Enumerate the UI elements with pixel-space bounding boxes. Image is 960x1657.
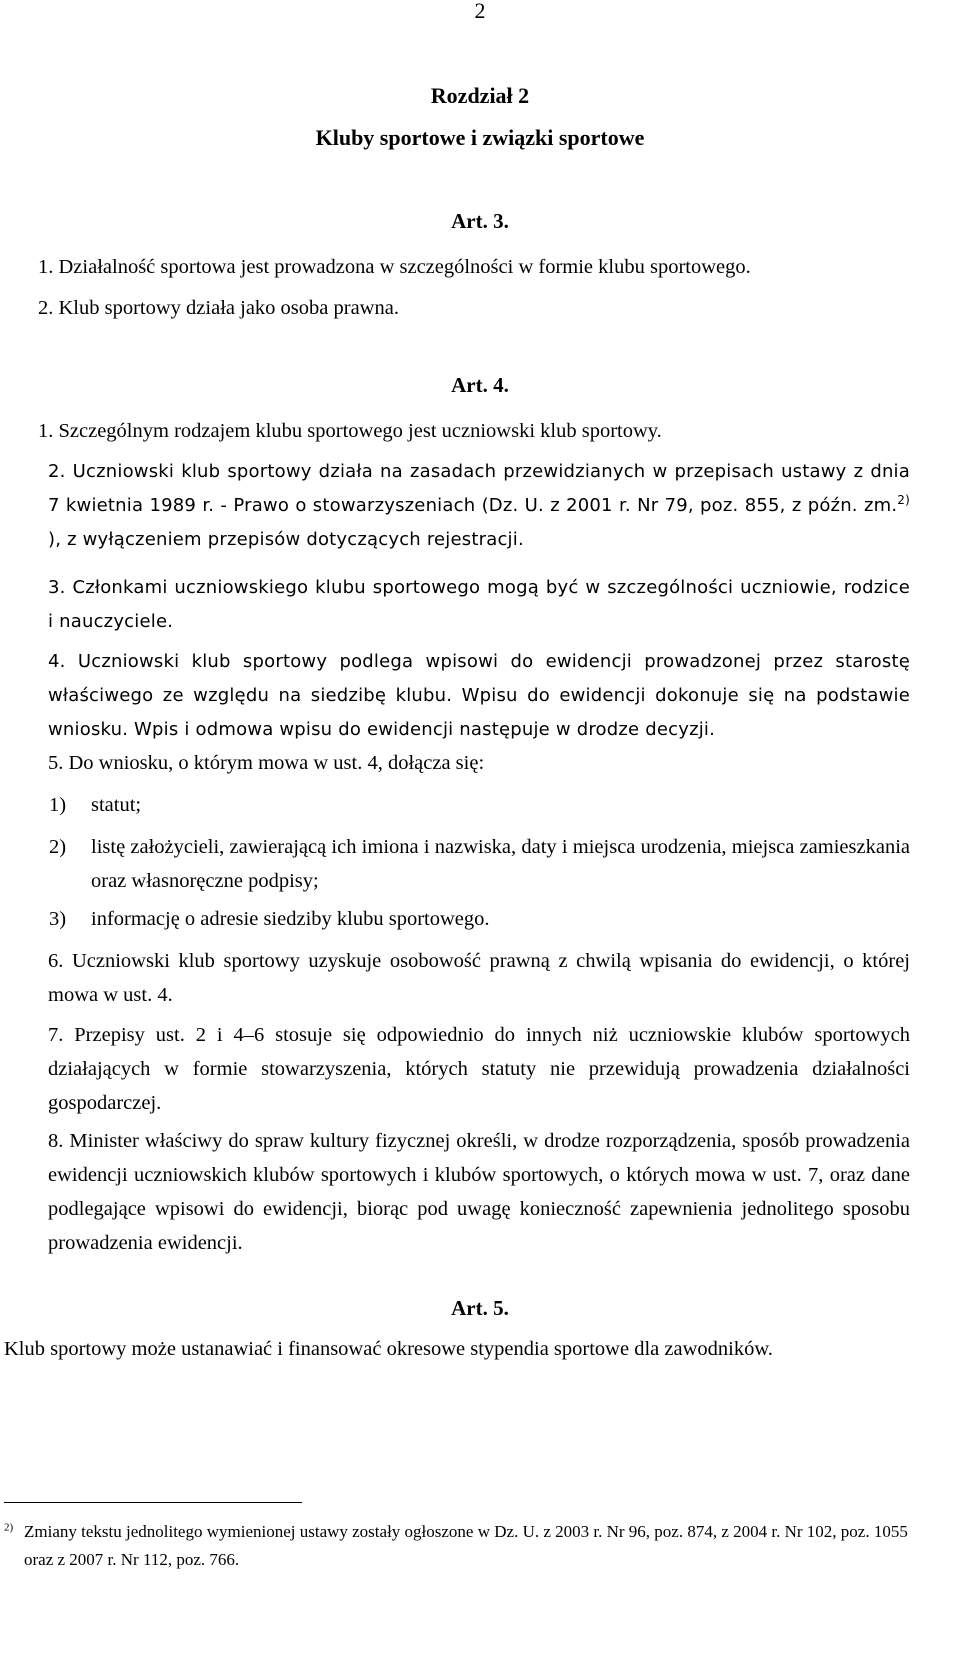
- art4-title: Art. 4.: [451, 373, 509, 397]
- art4-para-2: [48, 455, 910, 557]
- art4-para-5: 5. Do wniosku, o którym mowa w ust. 4, dołącza się:: [48, 752, 485, 774]
- footnote-separator: [4, 1502, 302, 1503]
- list-item-text: informację o adresie siedziby klubu sportowego.: [91, 908, 490, 930]
- art4-para-8: 8. Minister właściwy do spraw kultury fizycznej określi, w drodze rozporządzenia, sposób prowadzenia ewidencji uczniowskich klubów sportowych i klubów sportowych, o których mowa w ust. 7, oraz dane podlegające wpisowi do ewidencji, biorąc pod uwagę konieczność zapewnienia jednolitego sposobu prowadzenia ewidencji.: [48, 1130, 910, 1254]
- footnote-ref: 2): [897, 493, 910, 507]
- list-item-number: 3): [49, 908, 67, 930]
- art4-para-2-tail: ), z wyłączeniem przepisów dotyczących rejestracji.: [48, 529, 524, 550]
- art5-para-1: Klub sportowy może ustanawiać i finansować okresowe stypendia sportowe dla zawodników.: [4, 1338, 773, 1360]
- art4-para-7: 7. Przepisy ust. 2 i 4–6 stosuje się odpowiednio do innych niż uczniowskie klubów sportowych działających w formie stowarzyszenia, których statuty nie przewidują prowadzenia działalności gospodarczej.: [48, 1024, 910, 1114]
- list-item-number: 1): [49, 794, 67, 816]
- art3-para-1: 1. Działalność sportowa jest prowadzona w szczególności w formie klubu sportowego.: [38, 256, 751, 278]
- art3-para-2: 2. Klub sportowy działa jako osoba prawna.: [38, 297, 399, 319]
- chapter-title: Kluby sportowe i związki sportowe: [315, 125, 645, 150]
- footnote-marker: 2): [4, 1521, 14, 1534]
- art4-para-4: 4. Uczniowski klub sportowy podlega wpisowi do ewidencji prowadzonej przez starostę właściwego ze względu na siedzibę klubu. Wpisu do ewidencji dokonuje się na podstawie wniosku. Wpis i odmowa wpisu do ewidencji następuje w drodze decyzji.: [48, 651, 910, 740]
- page-number: 2: [474, 0, 486, 23]
- art4-para-6: 6. Uczniowski klub sportowy uzyskuje osobowość prawną z chwilą wpisania do ewidencji, o której mowa w ust. 4.: [48, 950, 910, 1006]
- art5-title: Art. 5.: [451, 1296, 509, 1320]
- art4-list-item-3: [49, 902, 910, 936]
- art3-title: Art. 3.: [451, 209, 509, 233]
- art4-list-item-1: [49, 788, 910, 822]
- art4-para-2-text: 2. Uczniowski klub sportowy działa na zasadach przewidzianych w przepisach ustawy z dnia 7 kwietnia 1989 r. - Prawo o stowarzyszeniach (Dz. U. z 2001 r. Nr 79, poz. 855, z późn. zm.: [48, 461, 910, 516]
- chapter-number: Rozdział 2: [430, 83, 530, 108]
- footnote: [4, 1518, 909, 1569]
- footnote-text: Zmiany tekstu jednolitego wymienionej ustawy zostały ogłoszone w Dz. U. z 2003 r. Nr 96, poz. 874, z 2004 r. Nr 102, poz. 1055 oraz z 2007 r. Nr 112, poz. 766.: [24, 1522, 908, 1569]
- art4-para-3: 3. Członkami uczniowskiego klubu sportowego mogą być w szczególności uczniowie, rodzice i nauczyciele.: [48, 577, 910, 632]
- list-item-text: listę założycieli, zawierającą ich imiona i nazwiska, daty i miejsca urodzenia, miejsca zamieszkania oraz własnoręczne podpisy;: [91, 836, 910, 892]
- art4-list-item-2: [49, 830, 910, 898]
- list-item-number: 2): [49, 836, 67, 858]
- list-item-text: statut;: [91, 794, 142, 816]
- art4-para-1: 1. Szczególnym rodzajem klubu sportowego jest uczniowski klub sportowy.: [38, 420, 662, 442]
